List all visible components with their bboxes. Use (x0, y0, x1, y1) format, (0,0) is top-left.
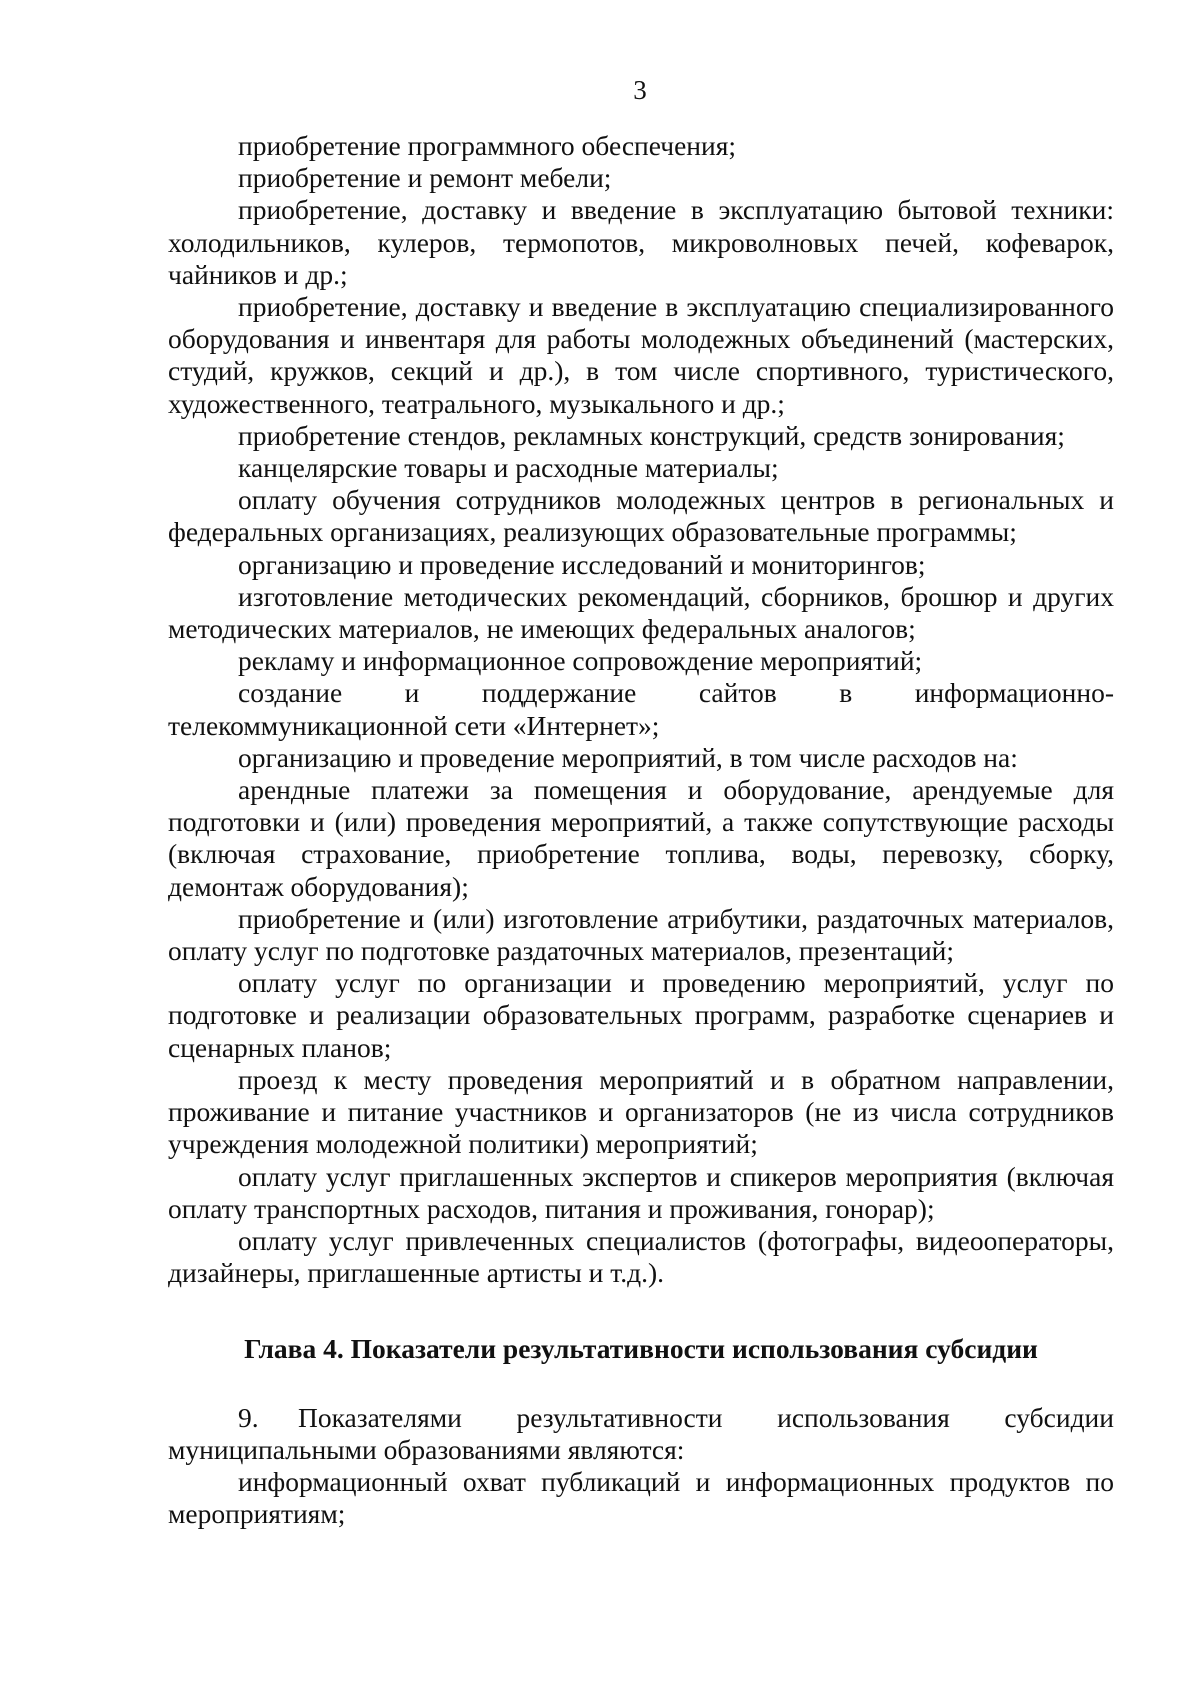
list-item-websites: создание и поддержание сайтов в информационно-телекоммуникационной сети «Интернет»; (168, 677, 1114, 741)
clause-number: 9. (238, 1401, 259, 1433)
list-item-events: организацию и проведение мероприятий, в том числе расходов на: (238, 741, 1018, 773)
list-item-travel: проезд к месту проведения мероприятий и в обратном направлении, проживание и питание участников и организаторов (не из числа сотрудников учреждения молодежной политики) мероприятий; (168, 1063, 1114, 1160)
clause-9 (168, 1402, 1114, 1466)
clause-text: Показателями результативности использования субсидии муниципальными образованиями являются: (168, 1401, 1114, 1465)
list-item-specialized-equipment: приобретение, доставку и введение в эксплуатацию специализированного оборудования и инвентаря для работы молодежных объединений (мастерских, студий, кружков, секций и др.), в том числе спортивного, туристического, художественного, театрального, музыкального и др.; (168, 291, 1114, 419)
list-item-event-services: оплату услуг по организации и проведению мероприятий, услуг по подготовке и реализации образовательных программ, разработке сценариев и сценарных планов; (168, 967, 1114, 1063)
chapter-heading: Глава 4. Показатели результативности использования субсидии (244, 1333, 1038, 1365)
list-item-methodical-materials: изготовление методических рекомендаций, сборников, брошюр и других методических материалов, не имеющих федеральных аналогов; (168, 580, 1114, 645)
list-item-software: приобретение программного обеспечения; (238, 130, 737, 161)
list-item-rent: арендные платежи за помещения и оборудование, арендуемые для подготовки и (или) проведения мероприятий, а также сопутствующие расходы (включая страхование, приобретение топлива, воды, перевозку, сборку, демонтаж оборудования); (168, 774, 1114, 902)
list-item-furniture: приобретение и ремонт мебели; (238, 162, 612, 194)
document-body (168, 130, 1114, 1530)
list-item-staff-training: оплату обучения сотрудников молодежных центров в региональных и федеральных организациях, реализующих образовательные программы; (168, 484, 1114, 548)
list-item-advertising: рекламу и информационное сопровождение мероприятий; (238, 645, 923, 677)
list-item-experts: оплату услуг приглашенных экспертов и спикеров мероприятия (включая оплату транспортных расходов, питания и проживания, гонорар); (168, 1160, 1114, 1224)
list-item-stands: приобретение стендов, рекламных конструкций, средств зонирования; (238, 419, 1065, 451)
list-item-stationery: канцелярские товары и расходные материалы; (238, 452, 779, 484)
list-item-appliances: приобретение, доставку и введение в эксплуатацию бытовой техники: холодильников, кулеров, термопотов, микроволновых печей, кофеварок, чайников и др.; (168, 194, 1114, 290)
list-item-attributes: приобретение и (или) изготовление атрибутики, раздаточных материалов, оплату услуг по подготовке раздаточных материалов, презентаций; (168, 902, 1114, 967)
list-item-research: организацию и проведение исследований и мониторингов; (238, 548, 926, 580)
list-item-information-coverage: информационный охват публикаций и информационных продуктов по мероприятиям; (168, 1465, 1114, 1530)
list-item-specialists: оплату услуг привлеченных специалистов (фотографы, видеооператоры, дизайнеры, приглашенные артисты и т.д.). (168, 1224, 1114, 1289)
page-number: 3 (633, 75, 647, 105)
